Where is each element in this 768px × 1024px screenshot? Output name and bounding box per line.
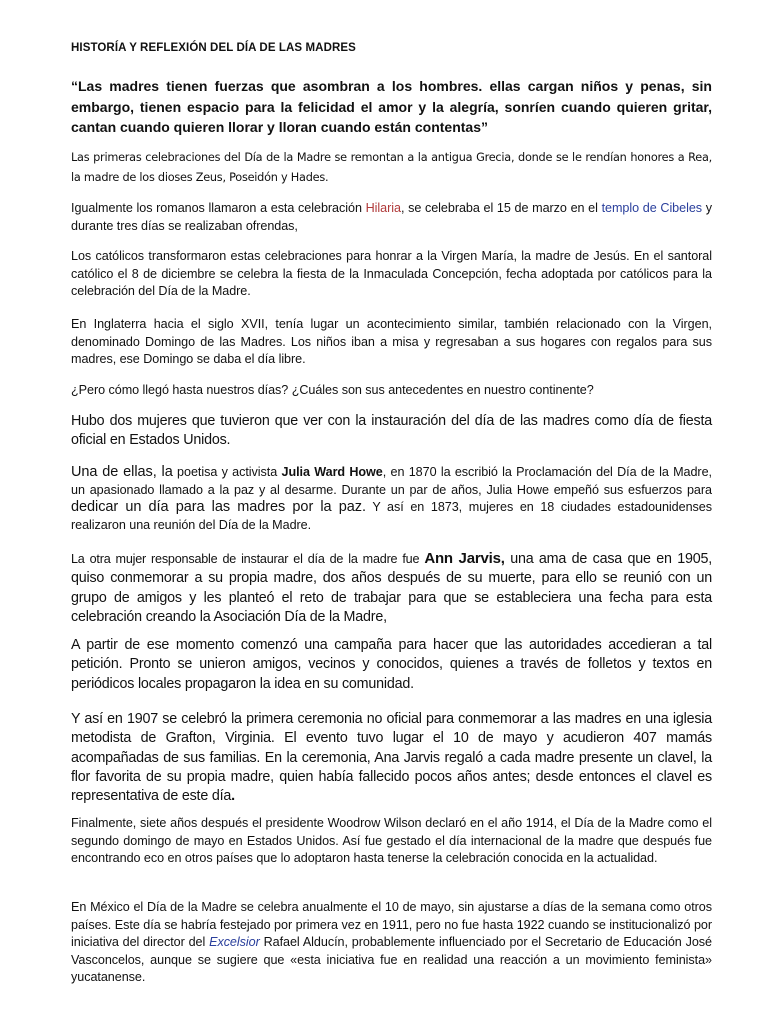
paragraph-ann-jarvis: La otra mujer responsable de instaurar el día de la madre fue Ann Jarvis, una ama de casa que en 1905, quiso conmemorar a su propia madre, dos años después de su muerte, para ello se reunió con un grupo de amigos y les planteó el reto de trabajar para que se estableciera una fecha para esta celebración creando la Asociación Día de la Madre, bbox=[71, 550, 713, 625]
paragraph-julia-ward-howe: Una de ellas, la poetisa y activista Julia Ward Howe, en 1870 la escribió la Proclamación del Día de la Madre, un apasionado llamado a la paz y al desarme. Durante un par de años, Julia Howe empeñó sus esfuerzos para dedicar un día para las madres por la paz. Y así en 1873, mujeres en 18 ciudades estadounidenses realizaron una reunión del Día de la Madre. bbox=[71, 464, 712, 532]
paragraph-two-women: Hubo dos mujeres que tuvieron que ver con la instauración del día de las madres como día de fiesta oficial en Estados Unidos. bbox=[71, 413, 712, 449]
paragraph-ancient-greece: Las primeras celebraciones del Día de la Madre se remontan a la antigua Grecia, donde se le rendían honores a Rea, la madre de los dioses Zeus, Poseidón y Hades. bbox=[71, 151, 712, 184]
paragraph-campaign: A partir de ese momento comenzó una campaña para hacer que las autoridades accedieran a tal petición. Pronto se unieron amigos, vecinos y conocidos, quienes a través de folletos y textos en periódicos locales propagaron la idea en su comunidad. bbox=[71, 637, 712, 692]
ann-jarvis-name: Ann Jarvis, bbox=[424, 550, 505, 567]
paragraph-question: ¿Pero cómo llegó hasta nuestros días? ¿Cuáles son sus antecedentes en nuestro continente? bbox=[71, 383, 594, 397]
paragraph-grafton-1907: Y así en 1907 se celebró la primera ceremonia no oficial para conmemorar a las madres en una iglesia metodista de Grafton, Virginia. El evento tuvo lugar el 10 de mayo y acudieron 407 mamás acompañadas de sus familias. En la ceremonia, Ana Jarvis regaló a cada madre presente un clavel, la flor favorita de su propia madre, quien había fallecido pocos años antes; desde entonces el clavel es representativa de este día. bbox=[71, 711, 712, 805]
julia-ward-howe-name: Julia Ward Howe bbox=[281, 465, 383, 479]
paragraph-catholics: Los católicos transformaron estas celebraciones para honrar a la Virgen María, la madre de Jesús. En el santoral católico el 8 de diciembre se celebra la fiesta de la Inmaculada Concepción, fecha adoptada por católicos para la celebración del Día de la Madre. bbox=[71, 249, 712, 298]
link-excelsior[interactable]: Excelsior bbox=[209, 935, 260, 949]
paragraph-england: En Inglaterra hacia el siglo XVII, tenía lugar un acontecimiento similar, también relacionado con la Virgen, denominado Domingo de las Madres. Los niños iban a misa y regresaban a sus hogares con regalos para sus madres, ese Domingo se daba el día libre. bbox=[71, 317, 712, 366]
paragraph-mexico: En México el Día de la Madre se celebra anualmente el 10 de mayo, sin ajustarse a días de la semana como otros países. Este día se habría festejado por primera vez en 1911, pero no fue hasta 1922 cuando se institucionalizó por iniciativa del director del Excelsior Rafael Alducín, probablemente influenciado por el Secretario de Educación José Vasconcelos, aunque se sugiere que «esta iniciativa fue en realidad una reacción a un movimiento feminista» yucatanense. bbox=[71, 900, 712, 984]
paragraph-woodrow-wilson: Finalmente, siete años después el presidente Woodrow Wilson declaró en el año 1914, el Día de la Madre como el segundo domingo de mayo en Estados Unidos. Así fue gestado el día internacional de la madre que después fue encontrando eco en otros países que lo adoptaron hasta tenerse la celebración conocida en la actualidad. bbox=[71, 816, 712, 865]
link-hilaria[interactable]: Hilaria bbox=[365, 201, 401, 215]
link-templo-de-cibeles[interactable]: templo de Cibeles bbox=[601, 201, 703, 215]
paragraph-romans: Igualmente los romanos llamaron a esta celebración Hilaria, se celebraba el 15 de marzo en el templo de Cibeles y durante tres días se realizaban ofrendas, bbox=[71, 201, 712, 233]
opening-quote: “Las madres tienen fuerzas que asombran a los hombres. ellas cargan niños y penas, sin embargo, tienen espacio para la felicidad el amor y la alegría, sonríen cuando quieren gritar, cantan cuando quieren llorar y lloran cuando están contentas” bbox=[71, 78, 712, 135]
document-title: HISTORÍA Y REFLEXIÓN DEL DÍA DE LAS MADRES bbox=[71, 42, 356, 54]
